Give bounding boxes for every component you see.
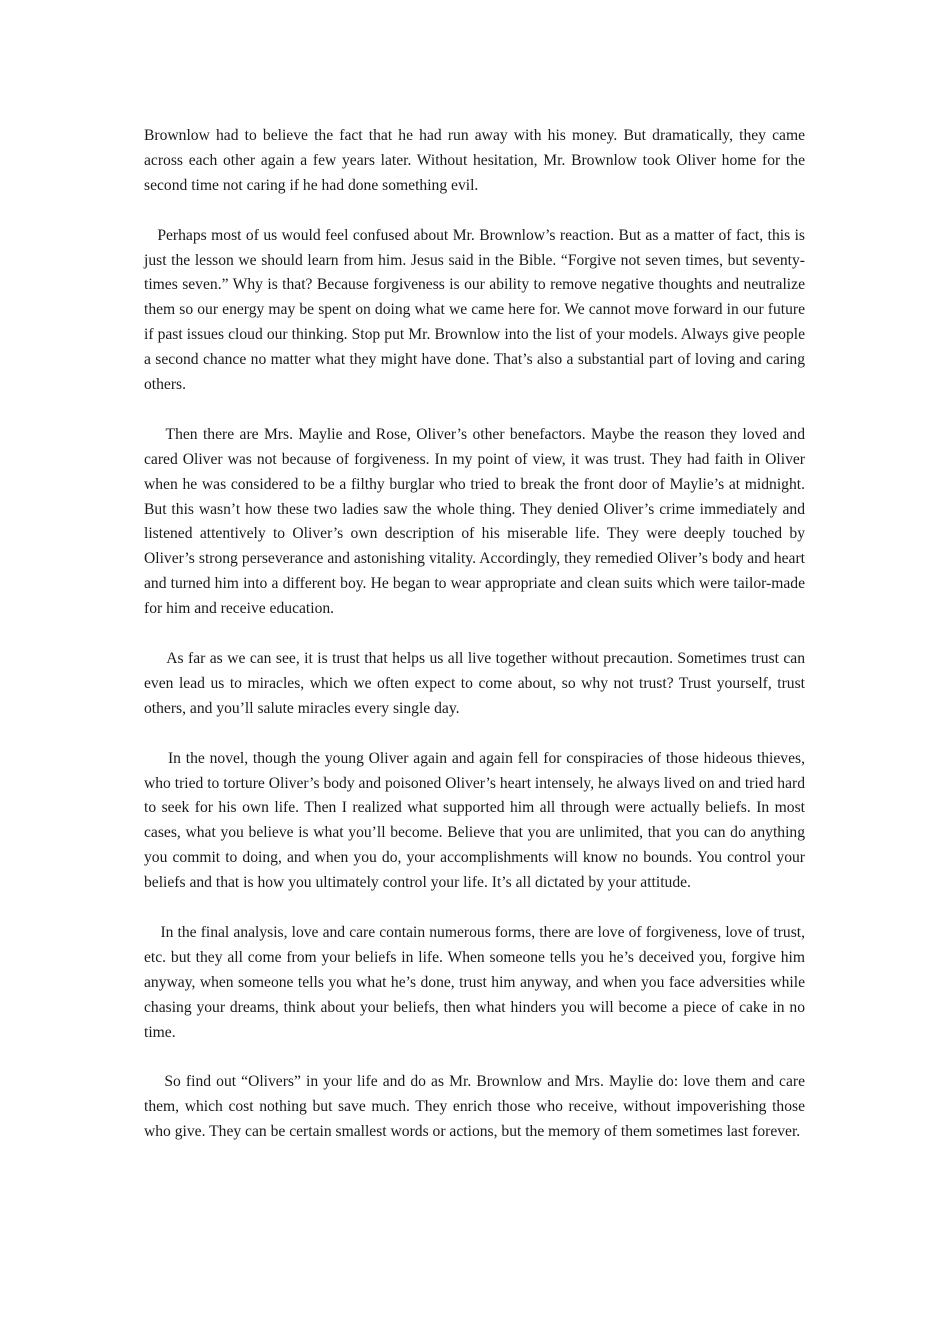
paragraph-4: As far as we can see, it is trust that helps us all live together without precaution. Sometimes trust can even lead us to miracles, which we often expect to come about, so why not trust? Trust yourself, trust others, and you’ll salute miracles every single day. — [144, 649, 809, 717]
paragraph-2: Perhaps most of us would feel confused about Mr. Brownlow’s reaction. But as a matter of fact, this is just the lesson we should learn from him. Jesus said in the Bible. “Forgive not seven times, but seventy-times seven.” Why is that? Because forgiveness is our ability to remove negative thoughts and neutralize them so our energy may be spent on doing what we came here for. We cannot move forward in our future if past issues cloud our thinking. Stop put Mr. Brownlow into the list of your models. Always give people a second chance no matter what they might have done. That’s also a substantial part of loving and caring others. — [144, 226, 809, 394]
paragraph-1: Brownlow had to believe the fact that he had run away with his money. But dramatically, they came across each other again a few years later. Without hesitation, Mr. Brownlow took Oliver home for the second time not caring if he had done something evil. — [144, 127, 809, 194]
paragraph-7: So find out “Olivers” in your life and do as Mr. Brownlow and Mrs. Maylie do: love them and care them, which cost nothing but save much. They enrich those who receive, without impoverishing those who give. They can be certain smallest words or actions, but the memory of them sometimes last forever. — [144, 1073, 809, 1141]
paragraph-6: In the final analysis, love and care contain numerous forms, there are love of forgiveness, love of trust, etc. but they all come from your beliefs in life. When someone tells you he’s deceived you, forgive him anyway, when someone tells you what he’s done, trust him anyway, and when you face adversities while chasing your dreams, think about your beliefs, then what hinders you will become a piece of cake in no time. — [144, 923, 809, 1041]
document-body — [144, 124, 809, 1170]
paragraph-3: Then there are Mrs. Maylie and Rose, Oliver’s other benefactors. Maybe the reason they loved and cared Oliver was not because of forgiveness. In my point of view, it was trust. They had faith in Oliver when he was considered to be a filthy burglar who tried to break the front door of Maylie’s at midnight. But this wasn’t how these two ladies saw the whole thing. They denied Oliver’s crime immediately and listened attentively to Oliver’s own description of his miserable life. They were deeply touched by Oliver’s strong perseverance and astonishing vitality. Accordingly, they remedied Oliver’s body and heart and turned him into a different boy. He began to wear appropriate and clean suits which were tailor-made for him and receive education. — [144, 425, 809, 618]
paragraph-5: In the novel, though the young Oliver again and again fell for conspiracies of those hideous thieves, who tried to torture Oliver’s body and poisoned Oliver’s heart intensely, he always lived on and tried hard to seek for his own life. Then I realized what supported him all through were actually beliefs. In most cases, what you believe is what you’ll become. Believe that you are unlimited, that you can do anything you commit to doing, and when you do, your accomplishments will know no bounds. You control your beliefs and that is how you ultimately control your life. It’s all dictated by your attitude. — [144, 749, 809, 892]
